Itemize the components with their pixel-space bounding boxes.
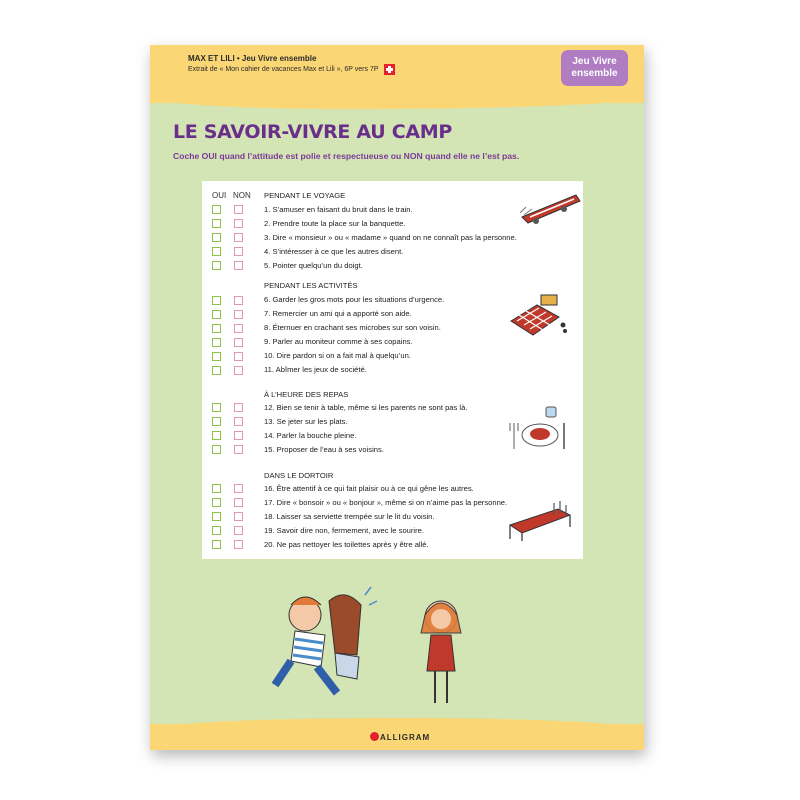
list-item-8: 8. Éternuer en crachant ses microbes sur son voisin. (264, 323, 441, 332)
instructions: Coche OUI quand l’attitude est polie et respectueuse ou NON quand elle ne l’est pas. (173, 151, 520, 161)
checkbox-oui-1[interactable] (212, 205, 221, 214)
checkbox-oui-20[interactable] (212, 540, 221, 549)
checkbox-non-19[interactable] (234, 526, 243, 535)
checkbox-oui-3[interactable] (212, 233, 221, 242)
checkbox-oui-17[interactable] (212, 498, 221, 507)
list-item-19: 19. Savoir dire non, fermement, avec le sourire. (264, 526, 424, 535)
max-et-lili-illustration (265, 575, 475, 710)
checkbox-non-2[interactable] (234, 219, 243, 228)
checkbox-oui-18[interactable] (212, 512, 221, 521)
checkbox-oui-9[interactable] (212, 338, 221, 347)
list-item-4: 4. S’intéresser à ce que les autres disent. (264, 247, 404, 256)
checkbox-non-8[interactable] (234, 324, 243, 333)
checkbox-non-5[interactable] (234, 261, 243, 270)
list-item-3: 3. Dire « monsieur » ou « madame » quand on ne connaît pas la personne. (264, 233, 517, 242)
checkbox-oui-4[interactable] (212, 247, 221, 256)
header-title: MAX ET LILI • Jeu Vivre ensemble (188, 54, 317, 63)
checkbox-oui-19[interactable] (212, 526, 221, 535)
bed-illustration (504, 493, 574, 543)
list-item-2: 2. Prendre toute la place sur la banquette. (264, 219, 406, 228)
list-item-17: 17. Dire « bonsoir » ou « bonjour », même si on n’aime pas la personne. (264, 498, 508, 507)
checkbox-non-14[interactable] (234, 431, 243, 440)
checkbox-non-10[interactable] (234, 352, 243, 361)
publisher-logo (370, 732, 430, 742)
list-item-14: 14. Parler la bouche pleine. (264, 431, 357, 440)
list-item-6: 6. Garder les gros mots pour les situations d’urgence. (264, 295, 445, 304)
list-item-7: 7. Remercier un ami qui a apporté son aide. (264, 309, 412, 318)
list-item-11: 11. Abîmer les jeux de société. (264, 365, 367, 374)
category-tab-line1: Jeu Vivre (572, 56, 617, 67)
category-tab (561, 50, 628, 86)
section-heading-dortoir: DANS LE DORTOIR (264, 471, 334, 480)
checkbox-oui-11[interactable] (212, 366, 221, 375)
checkbox-oui-10[interactable] (212, 352, 221, 361)
checkbox-oui-2[interactable] (212, 219, 221, 228)
checkbox-oui-14[interactable] (212, 431, 221, 440)
page-title: LE SAVOIR-VIVRE AU CAMP (173, 121, 452, 143)
checkbox-oui-13[interactable] (212, 417, 221, 426)
checkbox-oui-5[interactable] (212, 261, 221, 270)
train-illustration (520, 187, 582, 227)
checkbox-non-7[interactable] (234, 310, 243, 319)
checkbox-oui-8[interactable] (212, 324, 221, 333)
list-item-18: 18. Laisser sa serviette trempée sur le lit du voisin. (264, 512, 435, 521)
header-subtitle: Extrait de « Mon cahier de vacances Max et Lili », 6P vers 7P (188, 66, 379, 73)
checkbox-non-18[interactable] (234, 512, 243, 521)
checkbox-oui-7[interactable] (212, 310, 221, 319)
section-heading-voyage: PENDANT LE VOYAGE (264, 191, 346, 200)
section-heading-activites: PENDANT LES ACTIVITÉS (264, 281, 358, 290)
list-item-15: 15. Proposer de l’eau à ses voisins. (264, 445, 384, 454)
list-item-13: 13. Se jeter sur les plats. (264, 417, 348, 426)
checkbox-non-17[interactable] (234, 498, 243, 507)
list-item-1: 1. S’amuser en faisant du bruit dans le train. (264, 205, 413, 214)
checkbox-oui-15[interactable] (212, 445, 221, 454)
checkbox-oui-16[interactable] (212, 484, 221, 493)
checkbox-non-11[interactable] (234, 366, 243, 375)
checkbox-non-13[interactable] (234, 417, 243, 426)
board-game-illustration (507, 291, 569, 337)
checkbox-non-9[interactable] (234, 338, 243, 347)
checkbox-oui-6[interactable] (212, 296, 221, 305)
checkbox-non-6[interactable] (234, 296, 243, 305)
checkbox-non-16[interactable] (234, 484, 243, 493)
logo-mark-icon (370, 732, 379, 741)
checklist-panel (202, 181, 583, 559)
list-item-16: 16. Être attentif à ce qui fait plaisir ou à ce qui gêne les autres. (264, 484, 474, 493)
column-non-header: NON (233, 191, 251, 200)
checkbox-oui-12[interactable] (212, 403, 221, 412)
list-item-10: 10. Dire pardon si on a fait mal à quelqu’un. (264, 351, 411, 360)
worksheet-page (150, 45, 644, 750)
checkbox-non-4[interactable] (234, 247, 243, 256)
section-heading-repas: À L’HEURE DES REPAS (264, 390, 349, 399)
swiss-flag-icon (384, 64, 395, 75)
list-item-5: 5. Pointer quelqu’un du doigt. (264, 261, 363, 270)
checkbox-non-1[interactable] (234, 205, 243, 214)
list-item-12: 12. Bien se tenir à table, même si les parents ne sont pas là. (264, 403, 468, 412)
publisher-logo-text: ALLIGRAM (380, 733, 431, 742)
checkbox-non-3[interactable] (234, 233, 243, 242)
checkbox-non-12[interactable] (234, 403, 243, 412)
list-item-9: 9. Parler au moniteur comme à ses copains. (264, 337, 413, 346)
column-oui-header: OUI (212, 191, 227, 200)
category-tab-line2: ensemble (571, 68, 618, 79)
checkbox-non-20[interactable] (234, 540, 243, 549)
list-item-20: 20. Ne pas nettoyer les toilettes après y être allé. (264, 540, 429, 549)
checkbox-non-15[interactable] (234, 445, 243, 454)
table-setting-illustration (502, 405, 572, 455)
